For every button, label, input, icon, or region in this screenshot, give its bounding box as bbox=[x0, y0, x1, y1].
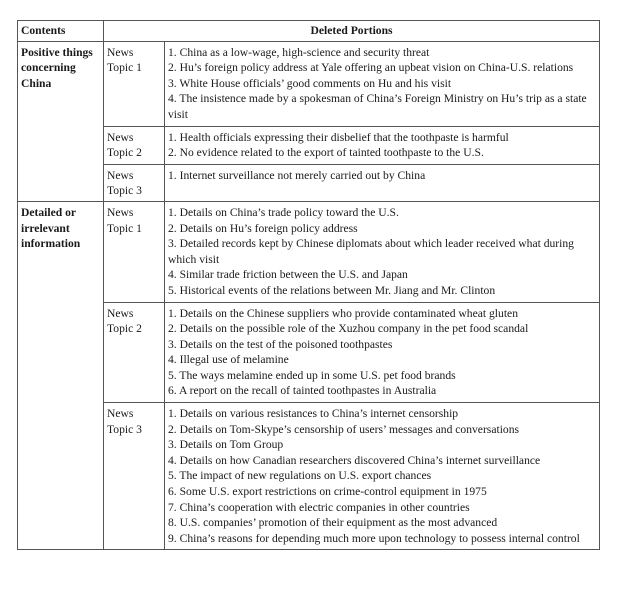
header-deleted-portions: Deleted Portions bbox=[104, 21, 600, 42]
list-item: 3. White House officials’ good comments on Hu and his visit bbox=[168, 76, 452, 90]
list-item: 2. Details on the possible role of the Xuzhou company in the pet food scandal bbox=[168, 322, 529, 336]
table-row bbox=[18, 302, 600, 403]
list-item: 1. Internet surveillance not merely carried out by China bbox=[168, 168, 426, 182]
deleted-items-cell bbox=[165, 126, 600, 164]
list-item: 4. The insistence made by a spokesman of China’s Foreign Ministry on Hu’s trip as a state visit bbox=[168, 92, 587, 121]
news-topic-cell: News Topic 3 bbox=[104, 403, 165, 550]
list-item: 3. Detailed records kept by Chinese diplomats about which leader received what during which visit bbox=[168, 237, 574, 266]
list-item: 5. Historical events of the relations between Mr. Jiang and Mr. Clinton bbox=[168, 283, 496, 297]
list-item: 1. Details on the Chinese suppliers who provide contaminated wheat gluten bbox=[168, 306, 518, 320]
table-row bbox=[18, 41, 600, 126]
list-item: 6. Some U.S. export restrictions on crime-control equipment in 1975 bbox=[168, 485, 487, 499]
news-topic-cell: News Topic 1 bbox=[104, 201, 165, 302]
category-cell: Positive things concerning China bbox=[18, 41, 104, 201]
table-row bbox=[18, 164, 600, 201]
list-item: 3. Details on Tom Group bbox=[168, 438, 284, 452]
list-item: 2. Details on Hu’s foreign policy address bbox=[168, 221, 358, 235]
table-body bbox=[18, 41, 600, 550]
deleted-portions-table bbox=[17, 20, 600, 550]
news-topic-cell: News Topic 3 bbox=[104, 164, 165, 201]
list-item: 1. China as a low-wage, high-science and security threat bbox=[168, 45, 430, 59]
table-row bbox=[18, 403, 600, 550]
list-item: 5. The ways melamine ended up in some U.S. pet food brands bbox=[168, 368, 456, 382]
news-topic-cell: News Topic 1 bbox=[104, 41, 165, 126]
deleted-items-cell bbox=[165, 164, 600, 201]
list-item: 8. U.S. companies’ promotion of their equipment as the most advanced bbox=[168, 516, 498, 530]
list-item: 7. China’s cooperation with electric companies in other countries bbox=[168, 500, 470, 514]
list-item: 1. Health officials expressing their disbelief that the toothpaste is harmful bbox=[168, 130, 509, 144]
list-item: 1. Details on various resistances to China’s internet censorship bbox=[168, 407, 459, 421]
list-item: 4. Similar trade friction between the U.S. and Japan bbox=[168, 268, 408, 282]
document-table-wrapper bbox=[17, 20, 599, 550]
category-cell: Detailed or irrelevant information bbox=[18, 201, 104, 549]
list-item: 5. The impact of new regulations on U.S. export chances bbox=[168, 469, 432, 483]
list-item: 9. China’s reasons for depending much more upon technology to possess internal control bbox=[168, 531, 580, 545]
list-item: 2. No evidence related to the export of tainted toothpaste to the U.S. bbox=[168, 146, 484, 160]
table-header-row bbox=[18, 21, 600, 42]
table-row bbox=[18, 201, 600, 302]
list-item: 3. Details on the test of the poisoned toothpastes bbox=[168, 337, 393, 351]
table-row bbox=[18, 126, 600, 164]
news-topic-cell: News Topic 2 bbox=[104, 302, 165, 403]
list-item: 2. Hu’s foreign policy address at Yale offering an upbeat vision on China-U.S. relations bbox=[168, 61, 574, 75]
news-topic-cell: News Topic 2 bbox=[104, 126, 165, 164]
list-item: 2. Details on Tom-Skype’s censorship of users’ messages and conversations bbox=[168, 422, 520, 436]
list-item: 4. Details on how Canadian researchers discovered China’s internet surveillance bbox=[168, 453, 541, 467]
deleted-items-cell bbox=[165, 403, 600, 550]
list-item: 4. Illegal use of melamine bbox=[168, 353, 289, 367]
header-contents: Contents bbox=[18, 21, 104, 42]
deleted-items-cell bbox=[165, 41, 600, 126]
list-item: 1. Details on China’s trade policy toward the U.S. bbox=[168, 205, 399, 219]
deleted-items-cell bbox=[165, 302, 600, 403]
list-item: 6. A report on the recall of tainted toothpastes in Australia bbox=[168, 384, 437, 398]
deleted-items-cell bbox=[165, 201, 600, 302]
